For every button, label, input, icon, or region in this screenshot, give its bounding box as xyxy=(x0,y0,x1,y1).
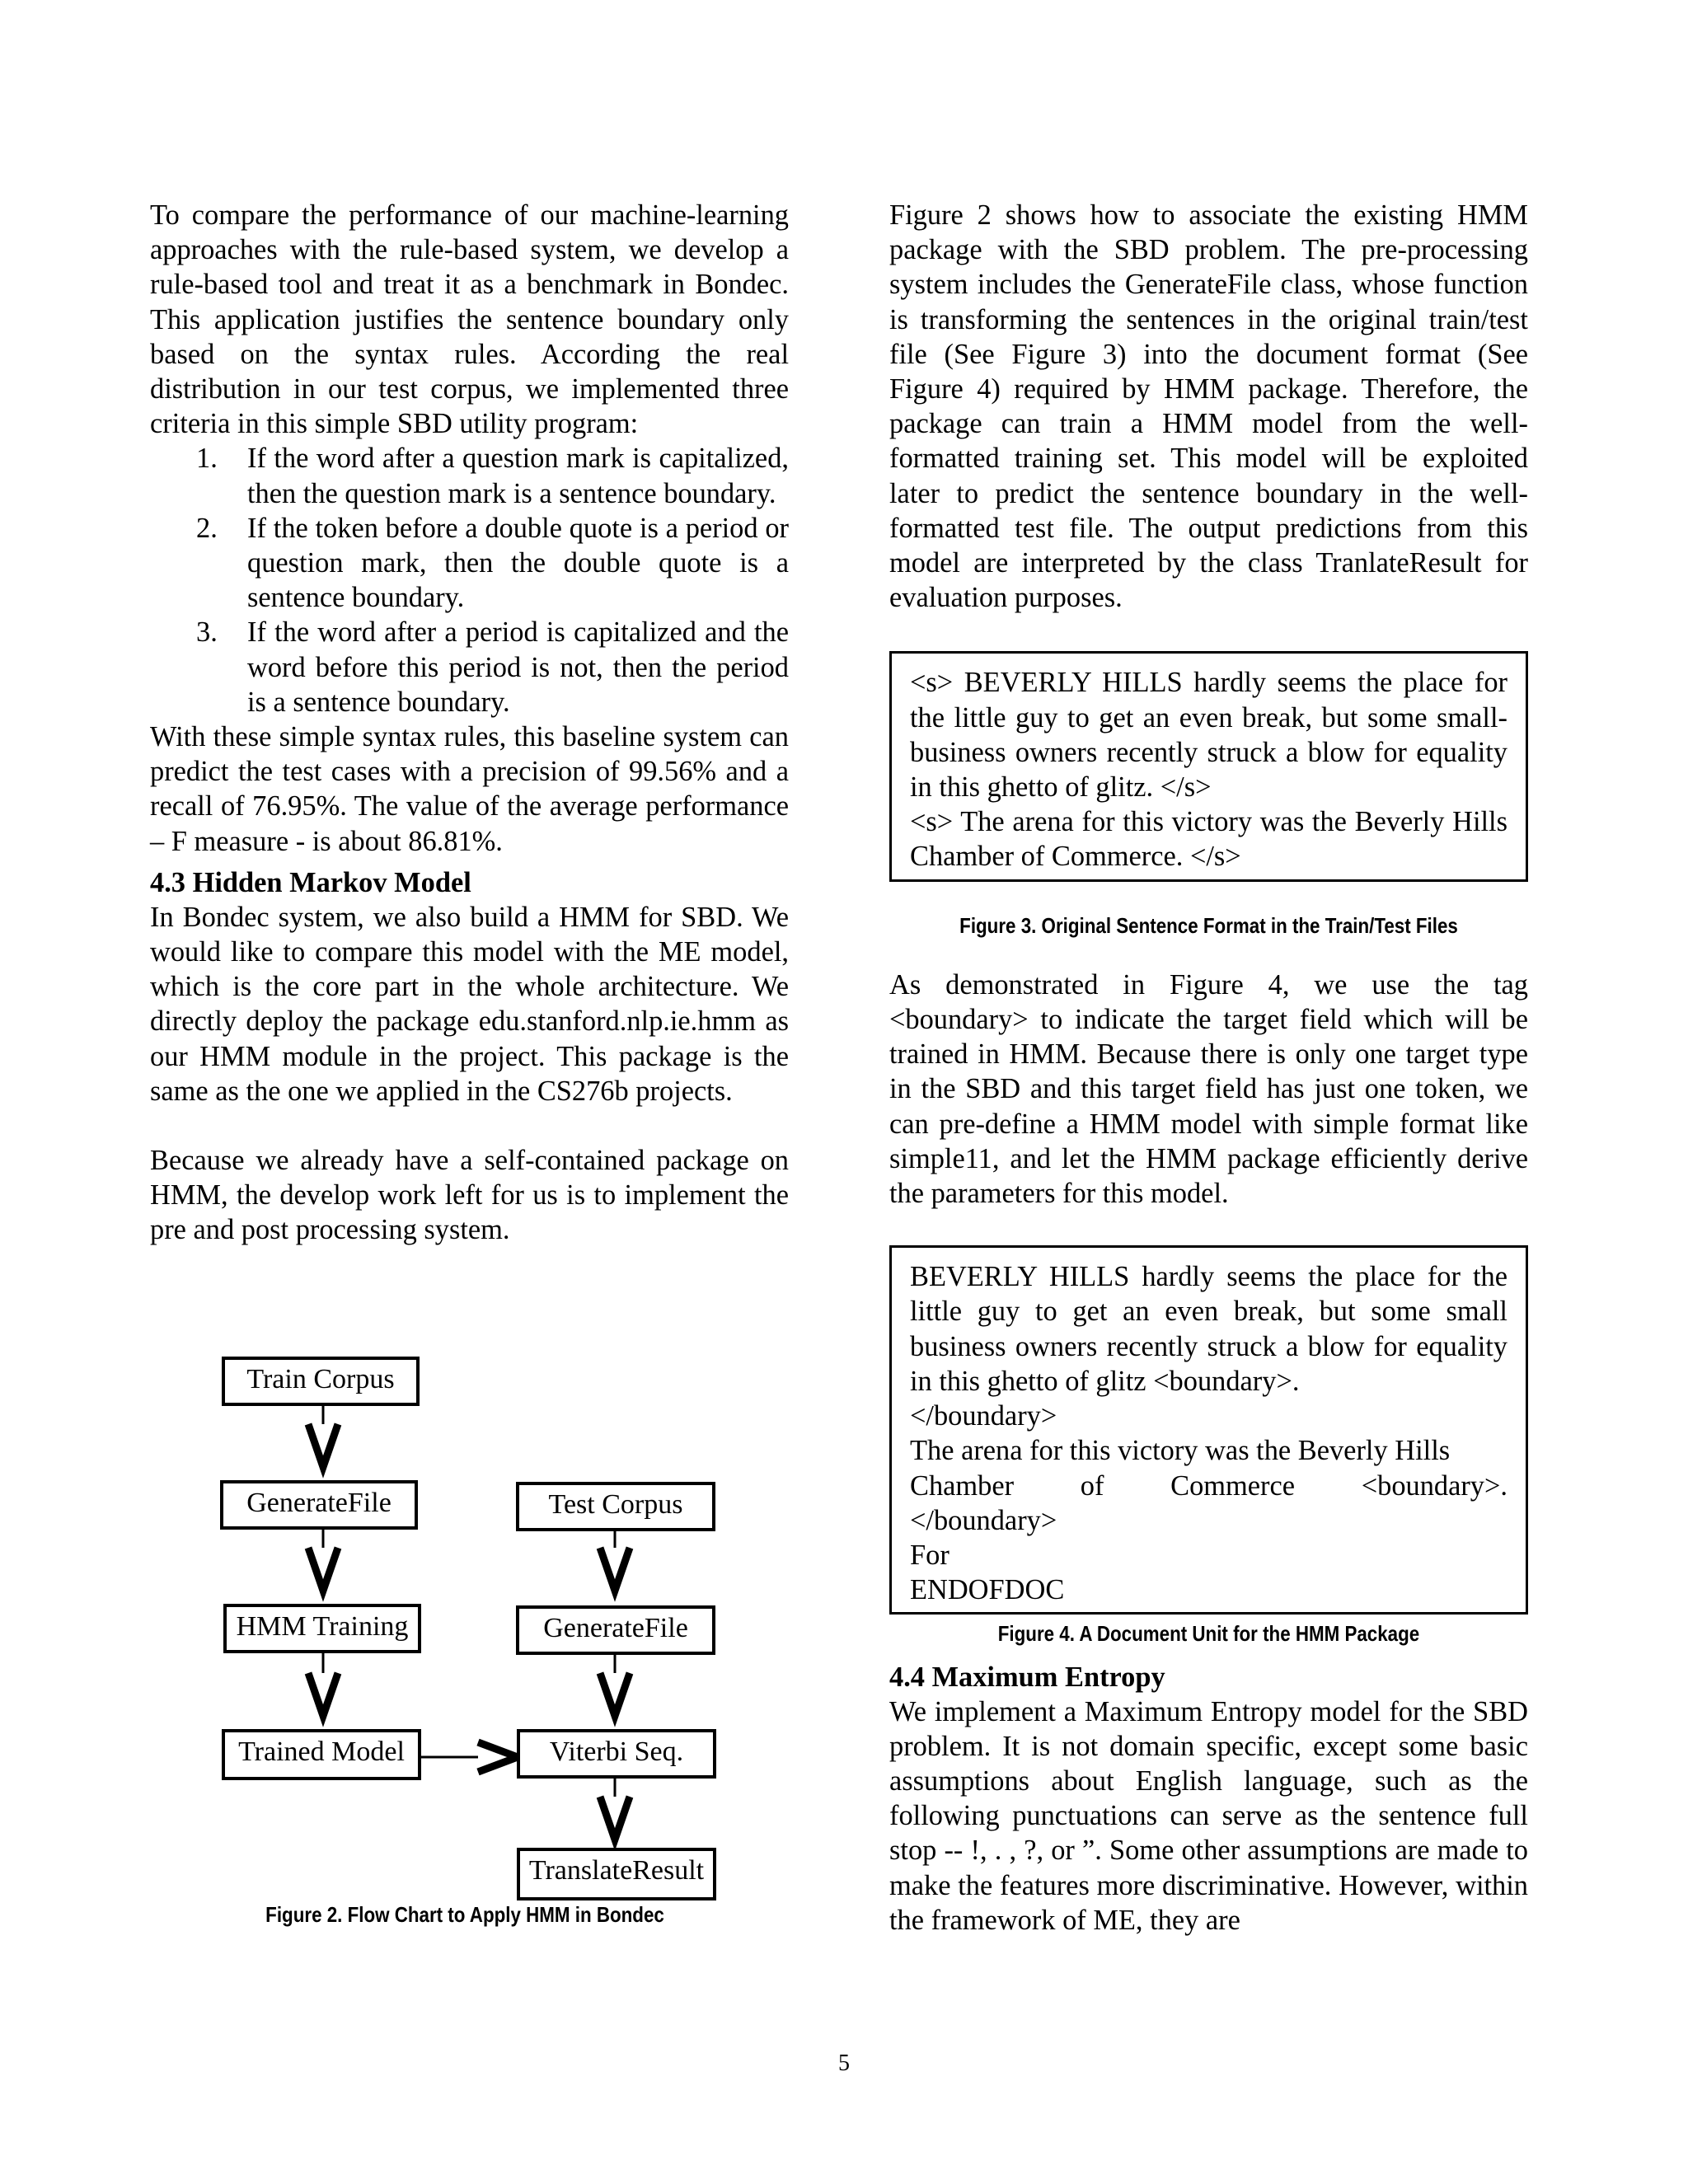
figure-2-caption: Figure 2. Flow Chart to Apply HMM in Bondec xyxy=(265,1902,664,1927)
list-text: If the token before a double quote is a period or question mark, then the double quote is a sentence boundary. xyxy=(247,512,789,614)
node-test-corpus: Test Corpus xyxy=(516,1482,715,1531)
figure-3-line-2: <s> The arena for this victory was the Beverly Hills Chamber of Commerce. </s> xyxy=(910,806,1507,873)
node-generate-file-left: GenerateFile xyxy=(220,1480,418,1530)
node-translate-result: TranslateResult xyxy=(517,1848,716,1900)
arrow-down-icon xyxy=(308,1673,338,1716)
figure-3-box xyxy=(889,651,1528,881)
node-train-corpus: Train Corpus xyxy=(222,1357,420,1406)
baseline-paragraph: With these simple syntax rules, this baseline system can predict the test cases with a precision of 99.56% and a recall of 76.95%. The value of the average performance – F measure - is about 86.81%. xyxy=(150,721,789,857)
list-item xyxy=(150,511,789,616)
figure-4-text-2a: The arena for this victory was the Beverly Hills xyxy=(910,1435,1451,1467)
arrow-down-icon xyxy=(600,1797,630,1840)
paragraph-gap xyxy=(889,943,1528,968)
right-paragraph-1: Figure 2 shows how to associate the existing HMM package with the SBD problem. The pre-processing system includes the GenerateFile class, whose function is transforming the sentences in the original train/test file (See Figure 3) into the document format (See Figure 4) required by HMM package. Therefore, the package can train a HMM model from the well-formatted training set. This model will be exploited later to predict the sentence boundary in the well-formatted test file. The output predictions from this model are interpreted by the class TranlateResult for evaluation purposes. xyxy=(889,199,1528,614)
figure-4-box xyxy=(889,1245,1528,1615)
node-hmm-training: HMM Training xyxy=(223,1604,421,1653)
list-text: If the word after a period is capitalized and the word before this period is not, then the period is a sentence boundary. xyxy=(247,616,789,718)
arrow-down-icon xyxy=(308,1548,338,1591)
paragraph-gap xyxy=(889,1211,1528,1245)
right-paragraph-2: As demonstrated in Figure 4, we use the tag <boundary> to indicate the target field which will be trained in HMM. Because there is only one target type in the SBD and this target field has just one token, we can pre-define a HMM model with simple format like simple11, and let the HMM package efficiently derive the parameters for this model. xyxy=(889,968,1528,1210)
criteria-list xyxy=(150,441,789,719)
list-item xyxy=(150,615,789,719)
right-column xyxy=(889,198,1528,1938)
figure-4-endofdoc: ENDOFDOC xyxy=(910,1574,1065,1606)
list-text: If the word after a question mark is capitalized, then the question mark is a sentence boundary. xyxy=(247,443,789,509)
section-heading-hmm: 4.3 Hidden Markov Model xyxy=(150,866,471,898)
node-generate-file-right: GenerateFile xyxy=(516,1605,715,1655)
hmm-paragraph-1: In Bondec system, we also build a HMM for SBD. We would like to compare this model with the ME model, which is the core part in the whole architecture. We directly deploy the package edu.stanford.nlp.ie.hmm as our HMM module in the project. This package is the same as the one we applied in the CS276b projects. xyxy=(150,901,789,1107)
section-heading-me: 4.4 Maximum Entropy xyxy=(889,1661,1165,1693)
me-paragraph-1: We implement a Maximum Entropy model for the SBD problem. It is not domain specific, except some basic assumptions about English language, such as the following punctuations can serve as the sentence full stop -- !, . , ?, or ”. Some other assumptions are made to make the features more discriminative. However, within the framework of ME, they are xyxy=(889,1695,1528,1936)
left-column xyxy=(150,198,789,1248)
list-number: 1. xyxy=(196,443,218,475)
figure-4-text-1: BEVERLY HILLS hardly seems the place for the little guy to get an even break, but some small business owners recently struck a blow for equality in this ghetto of glitz <boundary>. xyxy=(910,1261,1507,1397)
paragraph-gap xyxy=(150,1108,789,1143)
node-viterbi-seq: Viterbi Seq. xyxy=(517,1729,716,1779)
figure-4-for: For xyxy=(910,1539,950,1571)
flowchart-figure xyxy=(218,1360,745,1927)
arrow-down-icon xyxy=(600,1673,630,1716)
arrow-right-icon xyxy=(478,1742,518,1772)
intro-paragraph: To compare the performance of our machine-learning approaches with the rule-based system, we develop a rule-based tool and treat it as a benchmark in Bondec. This application justifies the sentence boundary only based on the syntax rules. According the real distribution in our test corpus, we implemented three criteria in this simple SBD utility program: xyxy=(150,199,789,440)
hmm-paragraph-2: Because we already have a self-contained package on HMM, the develop work left for us is to implement the pre and post processing system. xyxy=(150,1145,789,1246)
node-trained-model: Trained Model xyxy=(222,1729,421,1780)
arrow-down-icon xyxy=(308,1424,338,1467)
arrow-down-icon xyxy=(600,1548,630,1591)
paragraph-gap xyxy=(889,615,1528,651)
figure-3-line-1: <s> BEVERLY HILLS hardly seems the place for the little guy to get an even break, but some small-business owners recently struck a blow for equality in this ghetto of glitz. </s> xyxy=(910,667,1507,804)
list-item xyxy=(150,441,789,510)
list-number: 2. xyxy=(196,512,218,544)
figure-4-close-1: </boundary> xyxy=(910,1400,1057,1432)
list-number: 3. xyxy=(196,616,218,649)
figure-4-close-2: </boundary> xyxy=(910,1504,1057,1536)
figure-4-text-2b: Chamber of Commerce <boundary>. xyxy=(910,1469,1507,1502)
figure-4-caption: Figure 4. A Document Unit for the HMM Package xyxy=(997,1621,1420,1647)
page-number: 5 xyxy=(838,2050,850,2076)
figure-3-caption: Figure 3. Original Sentence Format in the Train/Test Files xyxy=(959,912,1458,938)
